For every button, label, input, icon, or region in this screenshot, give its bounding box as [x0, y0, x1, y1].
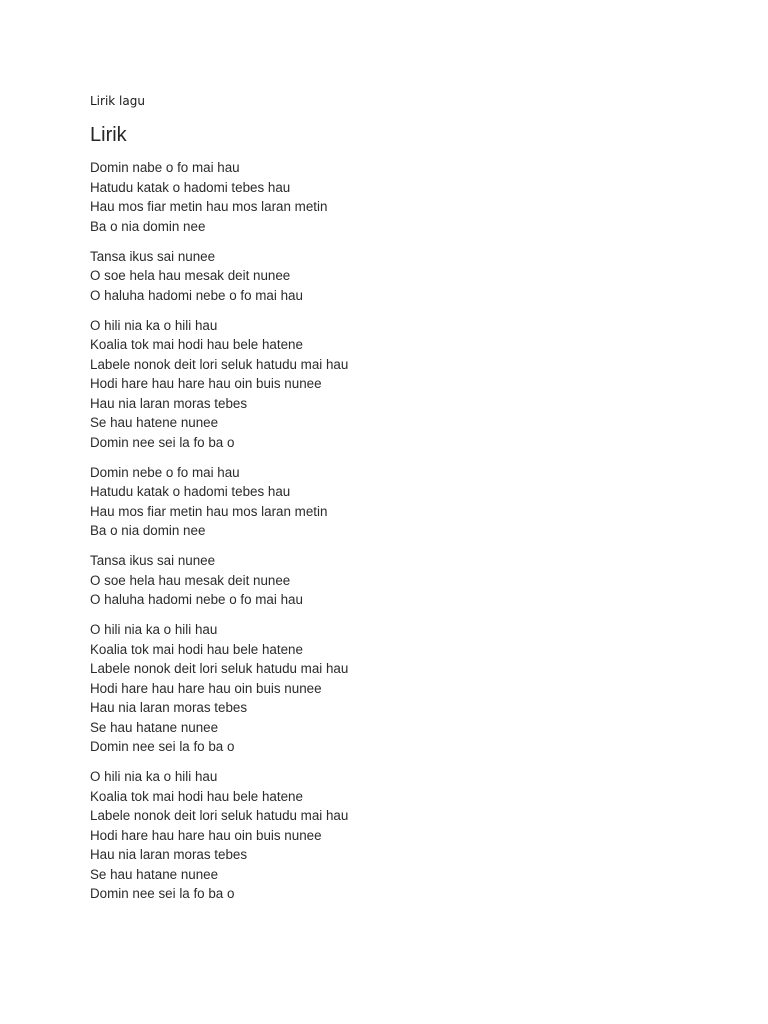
lyric-line: Se hau hatene nunee [90, 415, 219, 430]
lyric-line: O hili nia ka o hili hau [90, 622, 218, 637]
lyric-line: O hili nia ka o hili hau [90, 317, 218, 333]
lyric-line: Koalia tok mai hodi hau bele hatene [90, 641, 303, 657]
lyric-line: Labele nonok deit lori seluk hatudu mai hau [90, 661, 349, 676]
lyric-line: Domin nee sei la fo ba o [90, 886, 235, 901]
stanza [90, 316, 690, 453]
lyric-line: Se hau hatane nunee [90, 866, 219, 882]
lyric-line: Ba o nia domin nee [90, 523, 206, 538]
lyric-line: Hau nia laran moras tebes [90, 395, 248, 411]
lyric-line: Ba o nia domin nee [90, 218, 206, 234]
stanza [90, 247, 690, 306]
lyric-line: O soe hela hau mesak deit nunee [90, 268, 291, 283]
lyric-line: Domin nee sei la fo ba o [90, 434, 235, 450]
lyric-line: Hau nia laran moras tebes [90, 847, 248, 862]
lyric-line: Hodi hare hau hare hau oin buis nunee [90, 376, 322, 391]
lyric-line: Domin nabe o fo mai hau [90, 160, 240, 175]
lyric-line: Hodi hare hau hare hau oin buis nunee [90, 827, 322, 843]
lyric-line: O haluha hadomi nebe o fo mai hau [90, 287, 303, 303]
lyric-line: Koalia tok mai hodi hau bele hatene [90, 788, 303, 804]
lyric-line: Hatudu katak o hadomi tebes hau [90, 179, 291, 195]
lyric-line: Labele nonok deit lori seluk hatudu mai hau [90, 356, 349, 372]
lyric-line: Labele nonok deit lori seluk hatudu mai hau [90, 808, 349, 823]
document-heading: Lirik [90, 124, 127, 146]
document-label: Lirik lagu [90, 94, 145, 108]
lyric-line: Domin nee sei la fo ba o [90, 739, 235, 754]
lyric-line: Tansa ikus sai nunee [90, 248, 216, 264]
stanza [90, 620, 690, 757]
stanza [90, 158, 690, 236]
stanza [90, 551, 690, 610]
lyric-line: Hodi hare hau hare hau oin buis nunee [90, 680, 322, 696]
lyric-line: Se hau hatane nunee [90, 719, 219, 735]
lyric-line: O soe hela hau mesak deit nunee [90, 572, 291, 588]
stanza [90, 463, 690, 541]
lyrics-body [90, 158, 690, 914]
lyric-line: O hili nia ka o hili hau [90, 769, 218, 784]
stanza [90, 767, 690, 904]
lyric-line: Tansa ikus sai nunee [90, 553, 216, 568]
lyric-line: Hau nia laran moras tebes [90, 700, 248, 715]
lyric-line: O haluha hadomi nebe o fo mai hau [90, 592, 303, 607]
lyric-line: Hau mos fiar metin hau mos laran metin [90, 503, 328, 519]
lyric-line: Hau mos fiar metin hau mos laran metin [90, 199, 328, 214]
lyric-line: Domin nebe o fo mai hau [90, 464, 240, 480]
lyric-line: Hatudu katak o hadomi tebes hau [90, 484, 291, 499]
lyric-line: Koalia tok mai hodi hau bele hatene [90, 337, 303, 352]
